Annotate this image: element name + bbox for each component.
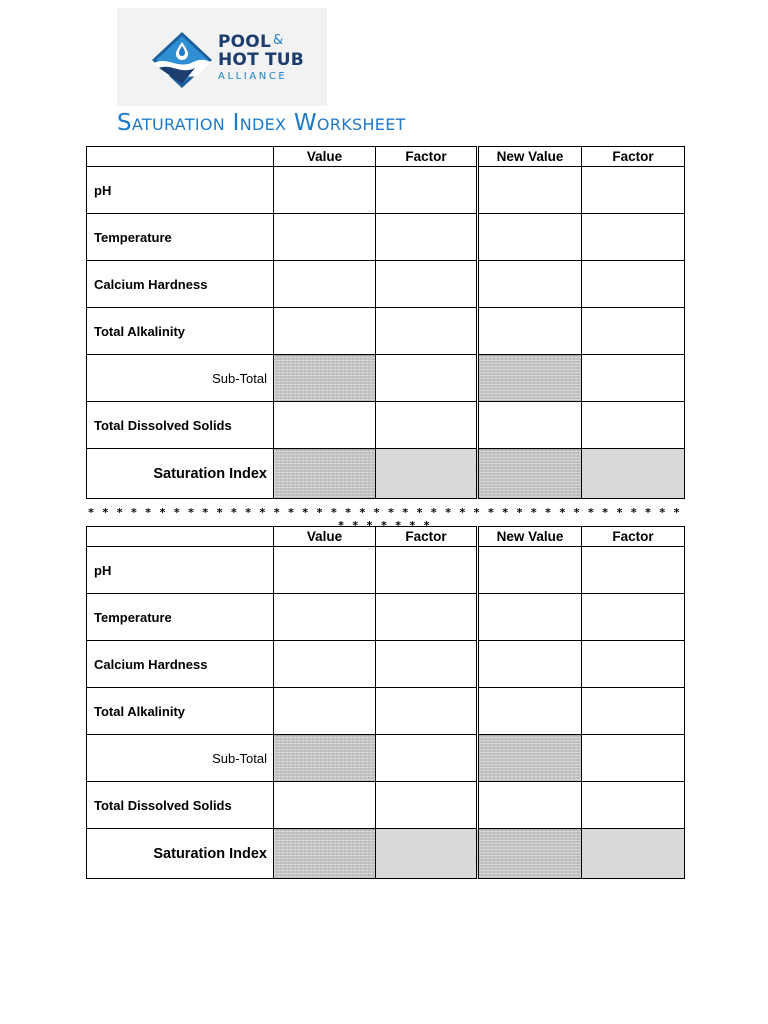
cell-hatched (274, 735, 376, 782)
row-total-alkalinity (87, 308, 685, 355)
cell-factor-input[interactable] (376, 782, 478, 829)
header-row (87, 147, 685, 167)
cell-hatched (478, 449, 582, 499)
row-label-total-alkalinity: Total Alkalinity (87, 688, 274, 735)
cell-hatched (274, 355, 376, 402)
cell-factor-input[interactable] (376, 594, 478, 641)
cell-hatched (274, 829, 376, 879)
logo-line2: HOT TUB (218, 50, 304, 70)
page-title: Saturation Index Worksheet (117, 110, 406, 136)
cell-factor-input[interactable] (376, 641, 478, 688)
cell-subtotal-factor-input[interactable] (376, 355, 478, 402)
cell-new-value-input[interactable] (478, 594, 582, 641)
row-label-subtotal: Sub-Total (87, 735, 274, 782)
row-temperature (87, 214, 685, 261)
cell-new-value-input[interactable] (478, 214, 582, 261)
cell-hatched (478, 355, 582, 402)
row-total-dissolved-solids (87, 782, 685, 829)
cell-si-result[interactable] (376, 449, 478, 499)
worksheet-table-2 (86, 526, 685, 879)
cell-new-factor-input[interactable] (582, 782, 685, 829)
row-label-total-alkalinity: Total Alkalinity (87, 308, 274, 355)
cell-si-new-result[interactable] (582, 449, 685, 499)
cell-new-value-input[interactable] (478, 782, 582, 829)
header-factor: Factor (376, 147, 478, 167)
cell-new-factor-input[interactable] (582, 167, 685, 214)
cell-value-input[interactable] (274, 308, 376, 355)
logo-line3: ALLIANCE (218, 71, 288, 82)
cell-factor-input[interactable] (376, 547, 478, 594)
cell-new-value-input[interactable] (478, 547, 582, 594)
row-total-dissolved-solids (87, 402, 685, 449)
cell-subtotal-factor-input[interactable] (376, 735, 478, 782)
cell-hatched (478, 735, 582, 782)
cell-new-factor-input[interactable] (582, 402, 685, 449)
cell-new-factor-input[interactable] (582, 688, 685, 735)
cell-new-factor-input[interactable] (582, 641, 685, 688)
cell-hatched (274, 449, 376, 499)
row-saturation-index (87, 829, 685, 879)
cell-si-result[interactable] (376, 829, 478, 879)
row-saturation-index (87, 449, 685, 499)
cell-value-input[interactable] (274, 214, 376, 261)
cell-subtotal-new-factor-input[interactable] (582, 355, 685, 402)
row-total-alkalinity (87, 688, 685, 735)
cell-new-factor-input[interactable] (582, 214, 685, 261)
row-label-total-dissolved-solids: Total Dissolved Solids (87, 402, 274, 449)
cell-value-input[interactable] (274, 688, 376, 735)
header-blank (87, 527, 274, 547)
cell-new-value-input[interactable] (478, 261, 582, 308)
row-label-saturation-index: Saturation Index (87, 449, 274, 499)
row-calcium-hardness (87, 641, 685, 688)
row-label-subtotal: Sub-Total (87, 355, 274, 402)
cell-new-value-input[interactable] (478, 688, 582, 735)
logo-line1: POOL (218, 32, 271, 52)
header-new-factor: Factor (582, 147, 685, 167)
cell-value-input[interactable] (274, 167, 376, 214)
cell-factor-input[interactable] (376, 688, 478, 735)
cell-value-input[interactable] (274, 641, 376, 688)
row-label-ph: pH (87, 547, 274, 594)
alliance-logo (117, 8, 327, 106)
cell-factor-input[interactable] (376, 214, 478, 261)
section-separator: * * * * * * * * * * * * * * * * * * * * * * * * * * * * * * * * * * * * * * * * * * * * * * * * * (88, 506, 682, 532)
cell-subtotal-new-factor-input[interactable] (582, 735, 685, 782)
cell-factor-input[interactable] (376, 308, 478, 355)
header-row (87, 527, 685, 547)
cell-new-value-input[interactable] (478, 308, 582, 355)
row-label-saturation-index: Saturation Index (87, 829, 274, 879)
cell-new-value-input[interactable] (478, 167, 582, 214)
cell-new-factor-input[interactable] (582, 594, 685, 641)
row-label-temperature: Temperature (87, 214, 274, 261)
cell-new-value-input[interactable] (478, 402, 582, 449)
cell-factor-input[interactable] (376, 167, 478, 214)
row-subtotal (87, 355, 685, 402)
cell-new-factor-input[interactable] (582, 261, 685, 308)
worksheet-table-1 (86, 146, 685, 499)
header-value: Value (274, 147, 376, 167)
header-new-factor: Factor (582, 527, 685, 547)
cell-factor-input[interactable] (376, 402, 478, 449)
row-label-temperature: Temperature (87, 594, 274, 641)
cell-hatched (478, 829, 582, 879)
row-label-calcium-hardness: Calcium Hardness (87, 261, 274, 308)
row-calcium-hardness (87, 261, 685, 308)
header-blank (87, 147, 274, 167)
pool-wave-logo-icon (149, 30, 215, 90)
cell-value-input[interactable] (274, 594, 376, 641)
row-ph (87, 167, 685, 214)
header-factor: Factor (376, 527, 478, 547)
row-label-total-dissolved-solids: Total Dissolved Solids (87, 782, 274, 829)
header-new-value: New Value (478, 147, 582, 167)
row-subtotal (87, 735, 685, 782)
cell-new-value-input[interactable] (478, 641, 582, 688)
row-label-calcium-hardness: Calcium Hardness (87, 641, 274, 688)
cell-value-input[interactable] (274, 261, 376, 308)
cell-new-factor-input[interactable] (582, 308, 685, 355)
cell-value-input[interactable] (274, 402, 376, 449)
cell-value-input[interactable] (274, 547, 376, 594)
row-temperature (87, 594, 685, 641)
row-label-ph: pH (87, 167, 274, 214)
header-value: Value (274, 527, 376, 547)
row-ph (87, 547, 685, 594)
cell-new-factor-input[interactable] (582, 547, 685, 594)
cell-factor-input[interactable] (376, 261, 478, 308)
logo-ampersand: & (273, 33, 284, 48)
header-new-value: New Value (478, 527, 582, 547)
cell-si-new-result[interactable] (582, 829, 685, 879)
cell-value-input[interactable] (274, 782, 376, 829)
